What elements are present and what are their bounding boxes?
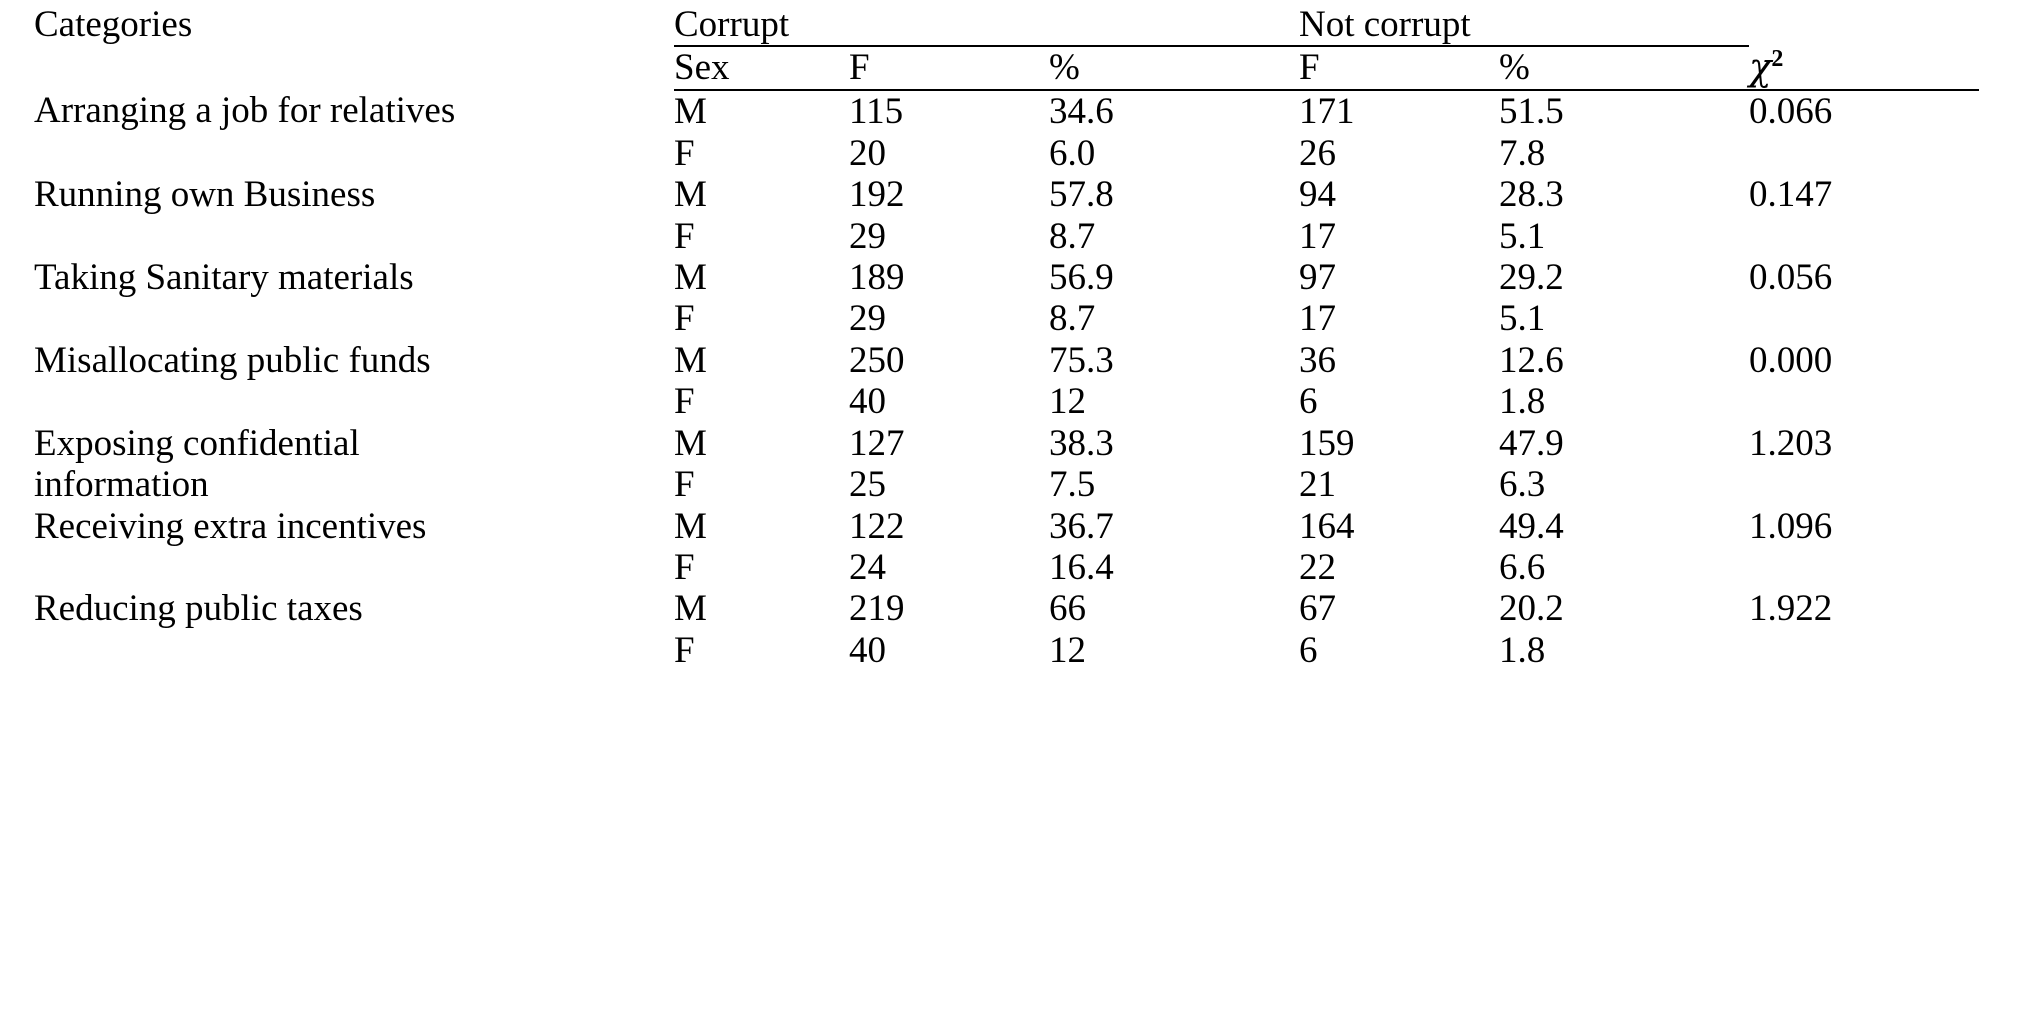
row-not-corrupt-f: 36 <box>1299 339 1336 381</box>
header-group-row <box>34 4 1979 46</box>
row-corrupt-f: 40 <box>849 629 886 671</box>
row-chi-blank <box>1749 547 1979 588</box>
row-sex: M <box>674 91 707 133</box>
row-category-cont <box>34 381 674 422</box>
table-row <box>34 588 1979 629</box>
row-chi-blank <box>1749 216 1979 257</box>
row-category-cont <box>34 216 674 257</box>
row-corrupt-f: 29 <box>849 298 886 340</box>
row-not-corrupt-f: 22 <box>1299 547 1336 589</box>
row-chi: 1.922 <box>1749 588 1833 630</box>
row-chi: 1.096 <box>1749 505 1833 547</box>
table-row <box>34 340 1979 381</box>
table-row <box>34 423 1979 464</box>
row-not-corrupt-pct: 47.9 <box>1499 422 1564 464</box>
row-sex: F <box>674 464 695 506</box>
row-not-corrupt-pct: 12.6 <box>1499 339 1564 381</box>
row-chi: 0.066 <box>1749 91 1833 133</box>
header-group-spacer <box>1749 4 1979 46</box>
row-corrupt-pct: 16.4 <box>1049 547 1114 589</box>
table-header <box>34 4 1979 90</box>
row-corrupt-pct: 75.3 <box>1049 339 1114 381</box>
row-sex: M <box>674 505 707 547</box>
row-not-corrupt-f: 6 <box>1299 629 1318 671</box>
row-chi: 0.147 <box>1749 174 1833 216</box>
row-not-corrupt-f: 164 <box>1299 505 1355 547</box>
row-not-corrupt-f: 17 <box>1299 215 1336 257</box>
row-category: Arranging a job for relatives <box>34 90 456 132</box>
row-category: Taking Sanitary materials <box>34 256 414 298</box>
header-sub-row <box>34 46 1979 90</box>
row-chi-blank <box>1749 381 1979 422</box>
row-not-corrupt-pct: 1.8 <box>1499 629 1546 671</box>
row-not-corrupt-pct: 49.4 <box>1499 505 1564 547</box>
table-body <box>34 90 1979 671</box>
header-categories: Categories <box>34 4 193 45</box>
row-corrupt-f: 250 <box>849 339 905 381</box>
row-not-corrupt-f: 6 <box>1299 381 1318 423</box>
header-sex: Sex <box>674 46 849 90</box>
row-sex: M <box>674 339 707 381</box>
row-corrupt-pct: 38.3 <box>1049 422 1114 464</box>
row-sex: M <box>674 588 707 630</box>
row-not-corrupt-pct: 5.1 <box>1499 215 1546 257</box>
row-sex: M <box>674 256 707 298</box>
row-not-corrupt-pct: 7.8 <box>1499 132 1546 174</box>
row-not-corrupt-f: 67 <box>1299 588 1336 630</box>
row-corrupt-f: 25 <box>849 464 886 506</box>
table-row <box>34 257 1979 298</box>
row-category-cont <box>34 298 674 339</box>
table-row <box>34 547 1979 588</box>
header-corrupt-f: F <box>849 46 1049 90</box>
table-row <box>34 630 1979 671</box>
row-corrupt-pct: 6.0 <box>1049 132 1096 174</box>
row-corrupt-pct: 12 <box>1049 629 1086 671</box>
row-sex: F <box>674 547 695 589</box>
row-not-corrupt-f: 159 <box>1299 422 1355 464</box>
row-sex: M <box>674 174 707 216</box>
row-corrupt-pct: 7.5 <box>1049 464 1096 506</box>
row-corrupt-f: 24 <box>849 547 886 589</box>
row-corrupt-pct: 66 <box>1049 588 1086 630</box>
row-not-corrupt-f: 94 <box>1299 174 1336 216</box>
row-chi-blank <box>1749 464 1979 505</box>
row-sex: F <box>674 629 695 671</box>
row-category: Running own Business <box>34 174 376 216</box>
row-sex: F <box>674 381 695 423</box>
header-chi-square <box>1749 46 1979 90</box>
row-not-corrupt-pct: 20.2 <box>1499 588 1564 630</box>
row-category: Exposing confidential <box>34 422 360 464</box>
chi-symbol: χ <box>1749 45 1772 89</box>
row-corrupt-f: 127 <box>849 422 905 464</box>
row-category: Reducing public taxes <box>34 588 363 630</box>
header-corrupt-pct: % <box>1049 46 1299 90</box>
row-sex: F <box>674 132 695 174</box>
row-not-corrupt-pct: 29.2 <box>1499 256 1564 298</box>
table-row <box>34 506 1979 547</box>
header-group-corrupt: Corrupt <box>674 4 1299 46</box>
row-category: Misallocating public funds <box>34 339 431 381</box>
row-chi-blank <box>1749 298 1979 339</box>
row-chi-blank <box>1749 630 1979 671</box>
row-corrupt-pct: 34.6 <box>1049 91 1114 133</box>
row-corrupt-f: 40 <box>849 381 886 423</box>
row-chi: 1.203 <box>1749 422 1833 464</box>
row-category-cont: information <box>34 464 209 506</box>
row-not-corrupt-f: 97 <box>1299 256 1336 298</box>
row-not-corrupt-pct: 51.5 <box>1499 91 1564 133</box>
row-not-corrupt-f: 17 <box>1299 298 1336 340</box>
row-corrupt-pct: 8.7 <box>1049 298 1096 340</box>
row-category-cont <box>34 133 674 174</box>
row-not-corrupt-pct: 1.8 <box>1499 381 1546 423</box>
row-not-corrupt-pct: 6.3 <box>1499 464 1546 506</box>
statistics-table <box>34 4 1979 671</box>
row-not-corrupt-pct: 28.3 <box>1499 174 1564 216</box>
table-row <box>34 298 1979 339</box>
row-chi-blank <box>1749 133 1979 174</box>
row-corrupt-pct: 8.7 <box>1049 215 1096 257</box>
row-chi: 0.056 <box>1749 256 1833 298</box>
row-not-corrupt-f: 21 <box>1299 464 1336 506</box>
row-not-corrupt-pct: 5.1 <box>1499 298 1546 340</box>
header-not-corrupt-f: F <box>1299 46 1499 90</box>
row-category: Receiving extra incentives <box>34 505 427 547</box>
table-row <box>34 174 1979 215</box>
row-corrupt-f: 192 <box>849 174 905 216</box>
row-category-cont <box>34 547 674 588</box>
header-sub-blank <box>34 46 674 90</box>
table-row <box>34 464 1979 505</box>
row-not-corrupt-pct: 6.6 <box>1499 547 1546 589</box>
row-corrupt-pct: 57.8 <box>1049 174 1114 216</box>
chi-superscript: 2 <box>1771 46 1784 73</box>
row-sex: F <box>674 215 695 257</box>
row-corrupt-pct: 36.7 <box>1049 505 1114 547</box>
table-row <box>34 133 1979 174</box>
row-category-cont <box>34 630 674 671</box>
header-group-not-corrupt: Not corrupt <box>1299 4 1749 46</box>
row-corrupt-pct: 56.9 <box>1049 256 1114 298</box>
table-row <box>34 381 1979 422</box>
row-not-corrupt-f: 26 <box>1299 132 1336 174</box>
row-chi: 0.000 <box>1749 339 1833 381</box>
row-corrupt-f: 20 <box>849 132 886 174</box>
table-row <box>34 90 1979 132</box>
header-not-corrupt-pct: % <box>1499 46 1749 90</box>
row-corrupt-pct: 12 <box>1049 381 1086 423</box>
row-corrupt-f: 122 <box>849 505 905 547</box>
row-corrupt-f: 189 <box>849 256 905 298</box>
row-sex: F <box>674 298 695 340</box>
row-corrupt-f: 115 <box>849 91 904 133</box>
table-row <box>34 216 1979 257</box>
row-not-corrupt-f: 171 <box>1299 91 1355 133</box>
row-sex: M <box>674 422 707 464</box>
row-corrupt-f: 219 <box>849 588 905 630</box>
row-corrupt-f: 29 <box>849 215 886 257</box>
